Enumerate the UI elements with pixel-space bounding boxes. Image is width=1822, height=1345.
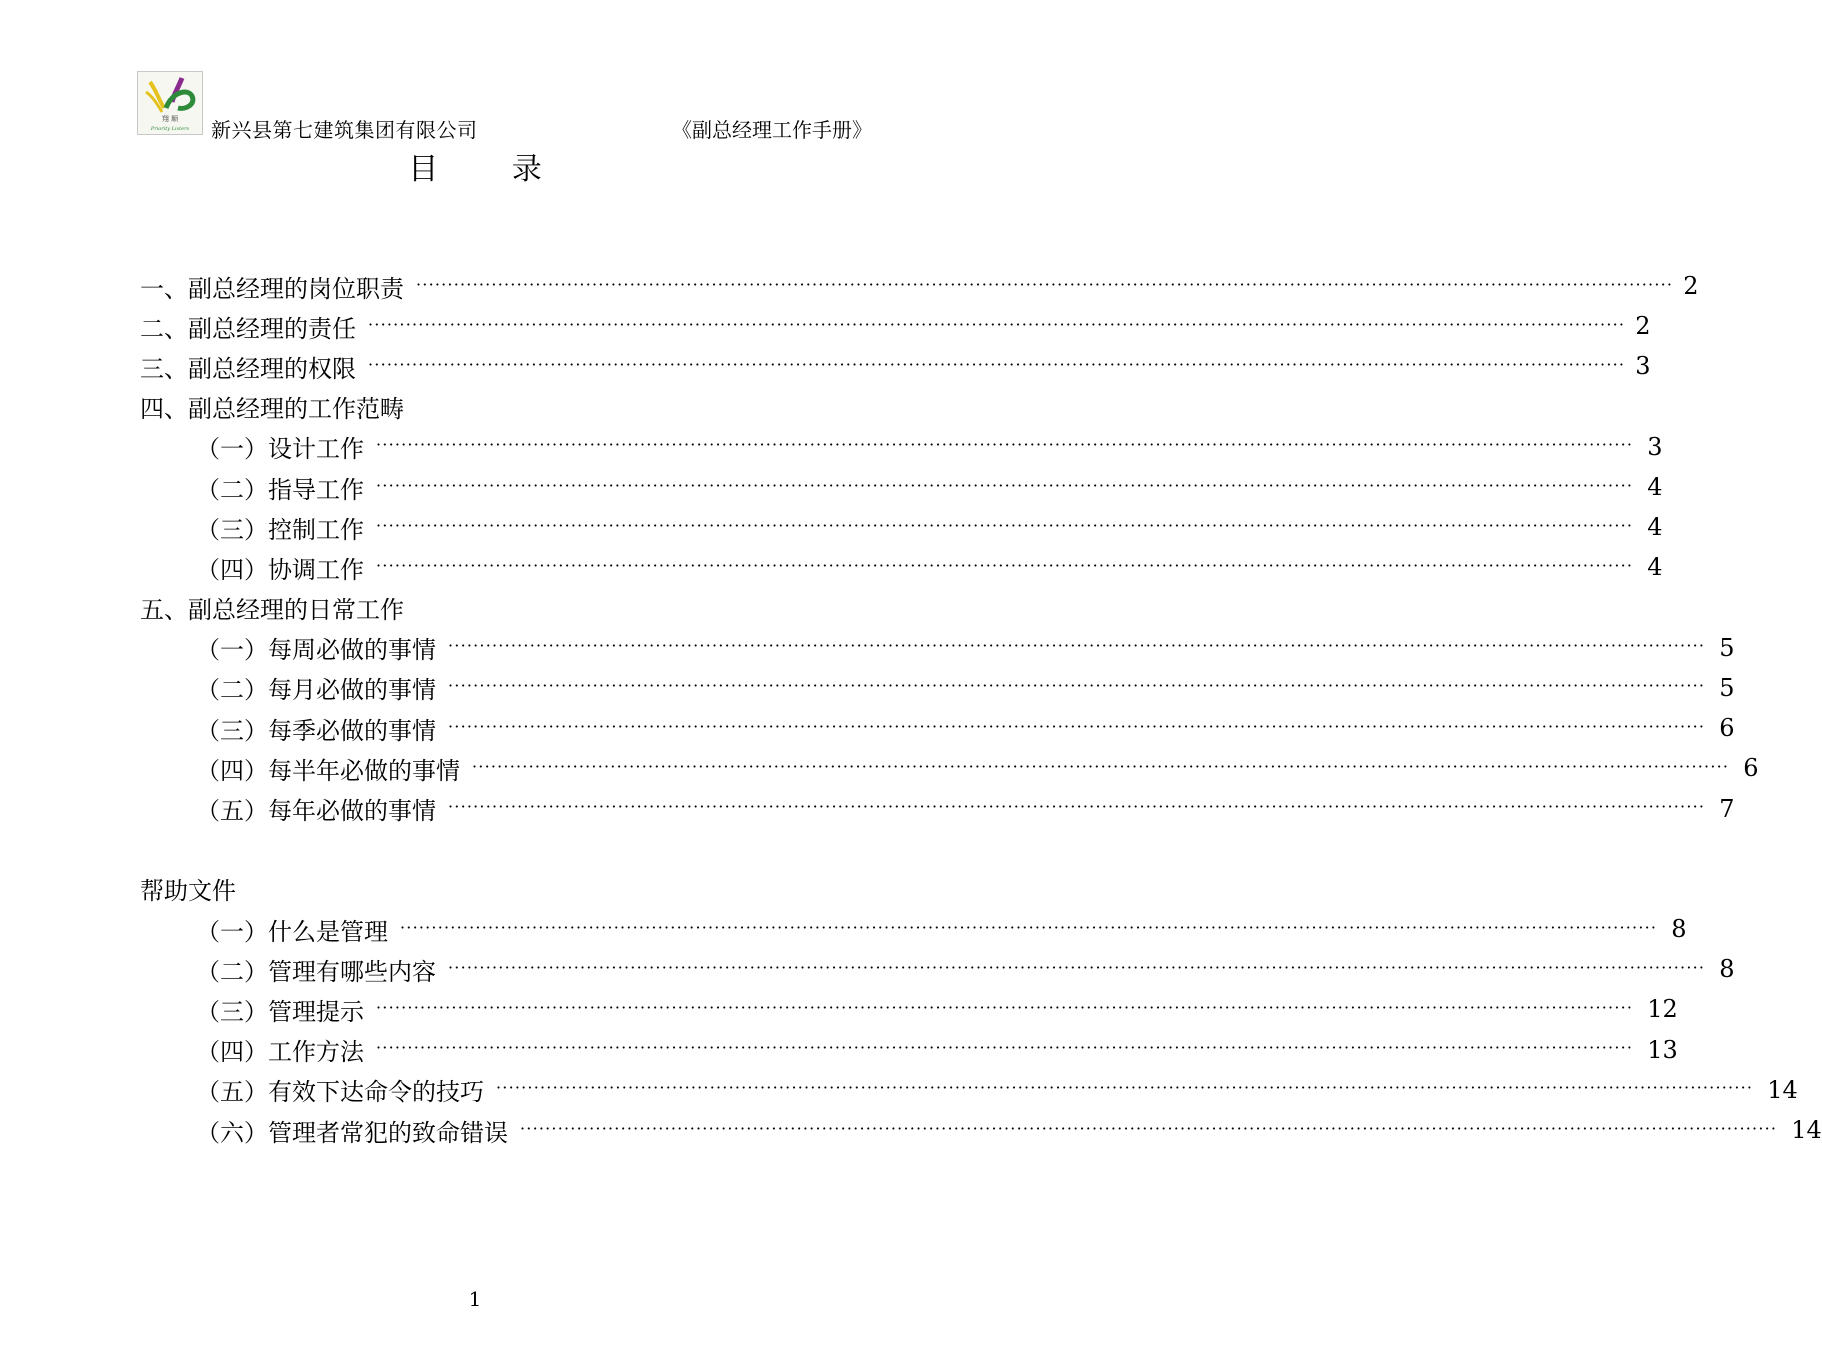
table-of-contents <box>140 266 1822 1150</box>
toc-subentry[interactable] <box>140 1030 1678 1070</box>
toc-page-number: 14 <box>1767 1075 1798 1104</box>
footer-page-number: 1 <box>468 1287 482 1311</box>
toc-page-number: 13 <box>1647 1035 1678 1064</box>
toc-entry-label: （一）设计工作 <box>196 435 364 464</box>
toc-page-number: 3 <box>1647 432 1663 461</box>
toc-entry[interactable] <box>140 387 862 427</box>
logo-text: 翔 顺 <box>161 115 179 123</box>
toc-entry-label: 二、副总经理的责任 <box>140 314 356 343</box>
toc-dot-leader: ········································································································································································································ <box>376 997 1634 1017</box>
toc-page-number: 8 <box>1671 915 1687 944</box>
toc-subentry[interactable] <box>140 1070 1798 1110</box>
toc-entry-label: （一）每周必做的事情 <box>196 636 436 665</box>
toc-entry-label: （一）什么是管理 <box>196 917 388 946</box>
toc-dot-leader: ········································································································································································································ <box>448 636 1706 656</box>
toc-page-number: 2 <box>1683 272 1699 301</box>
toc-entry-label: 一、副总经理的岗位职责 <box>140 274 404 303</box>
toc-dot-leader: ········································································································································································································ <box>472 756 1730 776</box>
toc-page-number: 5 <box>1719 633 1735 662</box>
toc-subentry[interactable] <box>140 949 1735 989</box>
toc-subentry[interactable] <box>140 507 1663 547</box>
toc-entry-label: （三）管理提示 <box>196 997 364 1026</box>
toc-subentry[interactable] <box>140 547 1663 587</box>
toc-subentry[interactable] <box>140 1110 1822 1150</box>
toc-page-number: 4 <box>1647 473 1663 502</box>
toc-subentry[interactable] <box>140 909 1687 949</box>
toc-entry-label: （四）协调工作 <box>196 555 364 584</box>
toc-dot-leader: ········································································································································································································ <box>368 354 1626 374</box>
toc-subentry[interactable] <box>140 788 1735 828</box>
toc-page-number: 4 <box>1647 513 1663 542</box>
header-manual-title: 《副总经理工作手册》 <box>672 118 872 142</box>
toc-subentry[interactable] <box>140 668 1735 708</box>
page-title <box>0 144 950 188</box>
toc-entry-label: （二）每月必做的事情 <box>196 676 436 705</box>
toc-dot-leader: ········································································································································································································ <box>400 917 1658 937</box>
toc-entry[interactable] <box>140 588 862 628</box>
toc-dot-leader: ········································································································································································································ <box>376 1038 1634 1058</box>
toc-entry-label: 帮助文件 <box>140 877 236 906</box>
toc-entry-label: （四）每半年必做的事情 <box>196 756 460 785</box>
toc-dot-leader: ········································································································································································································ <box>376 475 1634 495</box>
toc-dot-leader: ········································································································································································································ <box>376 515 1634 535</box>
toc-entry-label: 三、副总经理的权限 <box>140 354 356 383</box>
toc-dot-leader: ········································································································································································································ <box>448 957 1706 977</box>
toc-page-number: 4 <box>1647 553 1663 582</box>
toc-page-number: 5 <box>1719 673 1735 702</box>
toc-entry-label: 五、副总经理的日常工作 <box>140 596 404 625</box>
toc-dot-leader: ········································································································································································································ <box>448 797 1706 817</box>
toc-page-number: 2 <box>1635 312 1651 341</box>
toc-entry-label: （五）有效下达命令的技巧 <box>196 1078 484 1107</box>
toc-page-number: 7 <box>1719 794 1735 823</box>
toc-page-number: 12 <box>1647 995 1678 1024</box>
toc-entry-label: （五）每年必做的事情 <box>196 797 436 826</box>
toc-subentry[interactable] <box>140 748 1759 788</box>
toc-entry[interactable] <box>140 869 862 909</box>
toc-subentry[interactable] <box>140 628 1735 668</box>
toc-entry-label: （四）工作方法 <box>196 1038 364 1067</box>
toc-dot-leader: ········································································································································································································ <box>496 1078 1754 1098</box>
toc-dot-leader: ········································································································································································································ <box>520 1118 1778 1138</box>
toc-dot-leader: ········································································································································································································ <box>448 676 1706 696</box>
header-company-name: 新兴县第七建筑集团有限公司 <box>211 118 478 142</box>
logo-graphic <box>138 72 202 134</box>
toc-entry-label: （三）控制工作 <box>196 515 364 544</box>
toc-dot-leader: ········································································································································································································ <box>416 274 1674 294</box>
toc-entry-label: （二）管理有哪些内容 <box>196 957 436 986</box>
toc-entry-label: （六）管理者常犯的致命错误 <box>196 1118 508 1147</box>
toc-entry-label: （三）每季必做的事情 <box>196 716 436 745</box>
logo-subtext: Priority Listers <box>150 126 190 132</box>
toc-entry[interactable] <box>140 266 1699 306</box>
toc-entry-label: （二）指导工作 <box>196 475 364 504</box>
title-char-2: 录 <box>511 152 542 187</box>
toc-dot-leader: ········································································································································································································ <box>448 716 1706 736</box>
toc-entry[interactable] <box>140 346 1651 386</box>
toc-spacer <box>140 829 862 869</box>
toc-subentry[interactable] <box>140 467 1663 507</box>
toc-subentry[interactable] <box>140 989 1678 1029</box>
toc-page-number: 14 <box>1791 1116 1822 1145</box>
toc-dot-leader: ········································································································································································································ <box>376 555 1634 575</box>
toc-page-number: 8 <box>1719 955 1735 984</box>
toc-subentry[interactable] <box>140 427 1663 467</box>
toc-dot-leader: ········································································································································································································ <box>368 314 1626 334</box>
toc-dot-leader: ········································································································································································································ <box>376 435 1634 455</box>
company-logo <box>137 71 203 135</box>
title-char-1: 目 <box>408 152 439 187</box>
toc-page-number: 6 <box>1719 714 1735 743</box>
toc-page-number: 6 <box>1743 754 1759 783</box>
toc-entry[interactable] <box>140 306 1651 346</box>
toc-subentry[interactable] <box>140 708 1735 748</box>
toc-page-number: 3 <box>1635 352 1651 381</box>
toc-entry-label: 四、副总经理的工作范畴 <box>140 395 404 424</box>
